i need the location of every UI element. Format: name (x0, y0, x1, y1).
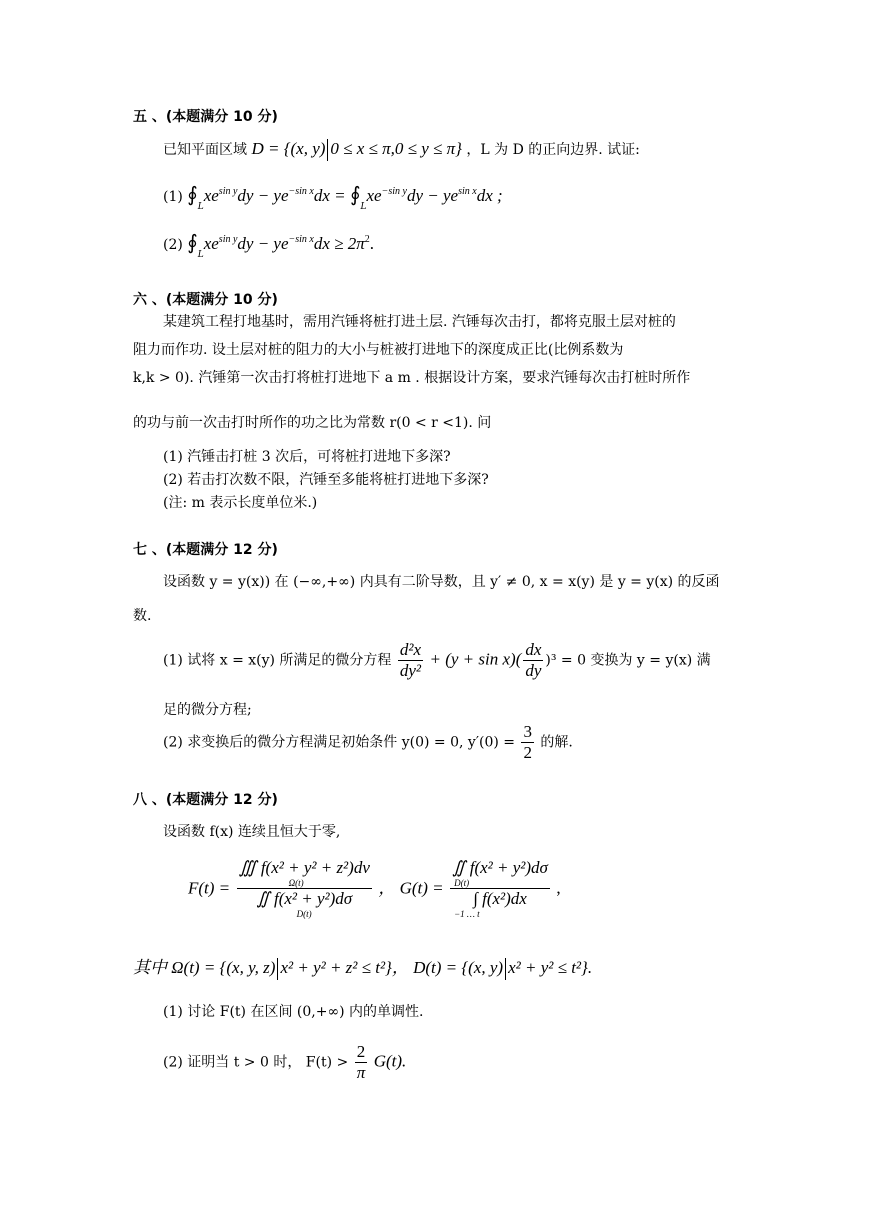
q1-text: )³ = 0 变换为 y = y(x) 满 (545, 652, 711, 669)
section-6-line4: 的功与前一次击打时所作的功之比为常数 r(0 < r <1). 问 (133, 415, 492, 431)
section-7-line1: 设函数 y = y(x)) 在 (−∞,+∞) 内具有二阶导数，且 y′ ≠ 0, x = x(y) 是 y = y(x) 的反函 (163, 574, 720, 590)
q1-exp: −sin y (381, 186, 407, 197)
F-num-sub: Ω(t) (288, 878, 304, 888)
G-num-text: ∬ f(x² + y²)dσ (452, 858, 548, 877)
q2-text: G(t). (373, 1051, 407, 1071)
q1-term: xe (203, 186, 219, 205)
q1-term: dx = (313, 186, 346, 205)
section-7-line2: 数. (133, 608, 152, 624)
q1-term: dx ; (476, 186, 503, 205)
G-lhs: ， G(t) = (378, 878, 444, 898)
fraction-d2x-dy2 (398, 640, 423, 681)
fraction-num: 3 (523, 722, 532, 741)
section-6-line2: 阻力而作功. 设土层对桩的阻力的大小与桩被打进地下的深度成正比(比例系数为 (133, 342, 624, 358)
G-numerator (450, 858, 550, 889)
q2-label: (2) (163, 237, 183, 253)
section-5-title: 五 、(本题满分 10 分) (133, 109, 278, 125)
contour-integral-icon: $∮_L$ (350, 182, 367, 212)
q1-term: dy − ye (237, 186, 289, 205)
F-lhs: F(t) = (188, 878, 231, 898)
F-num-text: ∭ f(x² + y² + z²)dv (238, 858, 370, 877)
q2-exp: −sin x (288, 234, 314, 245)
section-8-title: 八 、(本题满分 12 分) (133, 792, 278, 808)
F-denominator (237, 889, 372, 919)
set-bar (277, 958, 278, 980)
q1-exp: −sin x (288, 186, 314, 197)
q1-term: dy − ye (406, 186, 459, 205)
fraction-num: d²x (399, 640, 422, 659)
fraction-num: dx (525, 640, 542, 659)
G-denominator (450, 889, 550, 919)
q2-term: . (369, 234, 375, 253)
G-den-limits: −1 … t (454, 909, 480, 919)
fraction-den: 2 (523, 743, 532, 762)
section-6-q2: (2) 若击打次数不限，汽锤至多能将桩打进地下多深? (163, 472, 489, 488)
domain-def-cond: 0 ≤ x ≤ π,0 ≤ y ≤ π} (330, 139, 462, 158)
D-cond: x² + y² ≤ t²}. (508, 958, 593, 977)
section-5-q2 (163, 230, 374, 265)
q1-text: (1) 试将 x = x(y) 所满足的微分方程 (163, 652, 392, 669)
contour-L: L (360, 202, 367, 212)
G-num-sub: D(t) (454, 878, 470, 888)
q1-exp: sin y (218, 186, 238, 197)
section-7-q1-line2: 足的微分方程; (163, 702, 252, 718)
omega-cond: x² + y² + z² ≤ t²}， D(t) = {(x, y) (280, 958, 504, 977)
section-5-statement (163, 139, 640, 161)
fraction-dx-dy (523, 640, 543, 681)
F-den-text: ∬ f(x² + y²)dσ (256, 889, 353, 908)
section-6-q1: (1) 汽锤击打桩 3 次后，可将桩打进地下多深? (163, 449, 451, 465)
q2-exp: 2 (364, 234, 370, 245)
q1-label: (1) (163, 189, 183, 205)
q2-text: (2) 证明当 t > 0 时， F(t) > (163, 1054, 349, 1071)
F-den-sub: D(t) (296, 909, 312, 919)
q2-term: dx ≥ 2π (313, 234, 365, 253)
set-bar (327, 139, 328, 161)
q1-exp: sin x (458, 186, 477, 197)
q2-term: dy − ye (237, 234, 289, 253)
section-7-title: 七 、(本题满分 12 分) (133, 542, 278, 558)
section-5-q1 (163, 182, 503, 217)
fraction-num: 2 (355, 1042, 368, 1063)
q2-exp: sin y (218, 234, 238, 245)
contour-L: L (197, 250, 204, 260)
q2-text: (2) 求变换后的微分方程满足初始条件 y(0) = 0, y′(0) = (163, 734, 516, 751)
fraction-den: dy (525, 661, 542, 680)
G-end: , (556, 878, 561, 898)
section-7-q2 (163, 722, 573, 763)
section-6-line1: 某建筑工程打地基时，需用汽锤将桩打进土层. 汽锤每次击打，都将克服土层对桩的 (163, 314, 676, 330)
contour-integral-icon: $∮_L$ (187, 182, 204, 212)
statement-text: 已知平面区域 (163, 142, 247, 158)
section-8-where (133, 958, 592, 980)
section-6-title: 六 、(本题满分 10 分) (133, 292, 278, 308)
domain-def: D = {(x, y) (251, 139, 326, 158)
fraction-3-2 (521, 722, 534, 763)
fraction-F (237, 858, 372, 919)
section-6-line3: k,k > 0). 汽锤第一次击打将桩打进地下 a m . 根据设计方案，要求汽锤每次击打桩时所作 (133, 370, 691, 386)
q2-term: xe (203, 234, 219, 253)
omega-def: 其中 Ω(t) = {(x, y, z) (133, 958, 276, 977)
section-6-note: (注: m 表示长度单位米.) (163, 495, 318, 511)
section-8-q1: (1) 讨论 F(t) 在区间 (0,+∞) 内的单调性. (163, 1004, 424, 1020)
statement-tail: ，L 为 D 的正向边界. 试证: (466, 142, 640, 158)
section-8-q2 (163, 1042, 406, 1083)
fraction-den: dy² (399, 661, 422, 680)
q1-term: + (y + sin x)( (429, 649, 522, 669)
F-numerator (237, 858, 372, 889)
fraction-2-pi (355, 1042, 368, 1083)
contour-integral-icon: $∮_L$ (187, 230, 204, 260)
section-8-FG-formula (188, 858, 561, 919)
set-bar (505, 958, 506, 980)
q1-term: xe (366, 186, 382, 205)
section-8-line1: 设函数 f(x) 连续且恒大于零, (163, 824, 341, 840)
contour-L: L (197, 202, 204, 212)
G-den-text: ∫ f(x²)dx (473, 889, 527, 908)
fraction-den: π (356, 1063, 366, 1082)
q2-text: 的解. (540, 734, 573, 751)
fraction-G (450, 858, 550, 919)
section-7-q1 (163, 640, 711, 681)
